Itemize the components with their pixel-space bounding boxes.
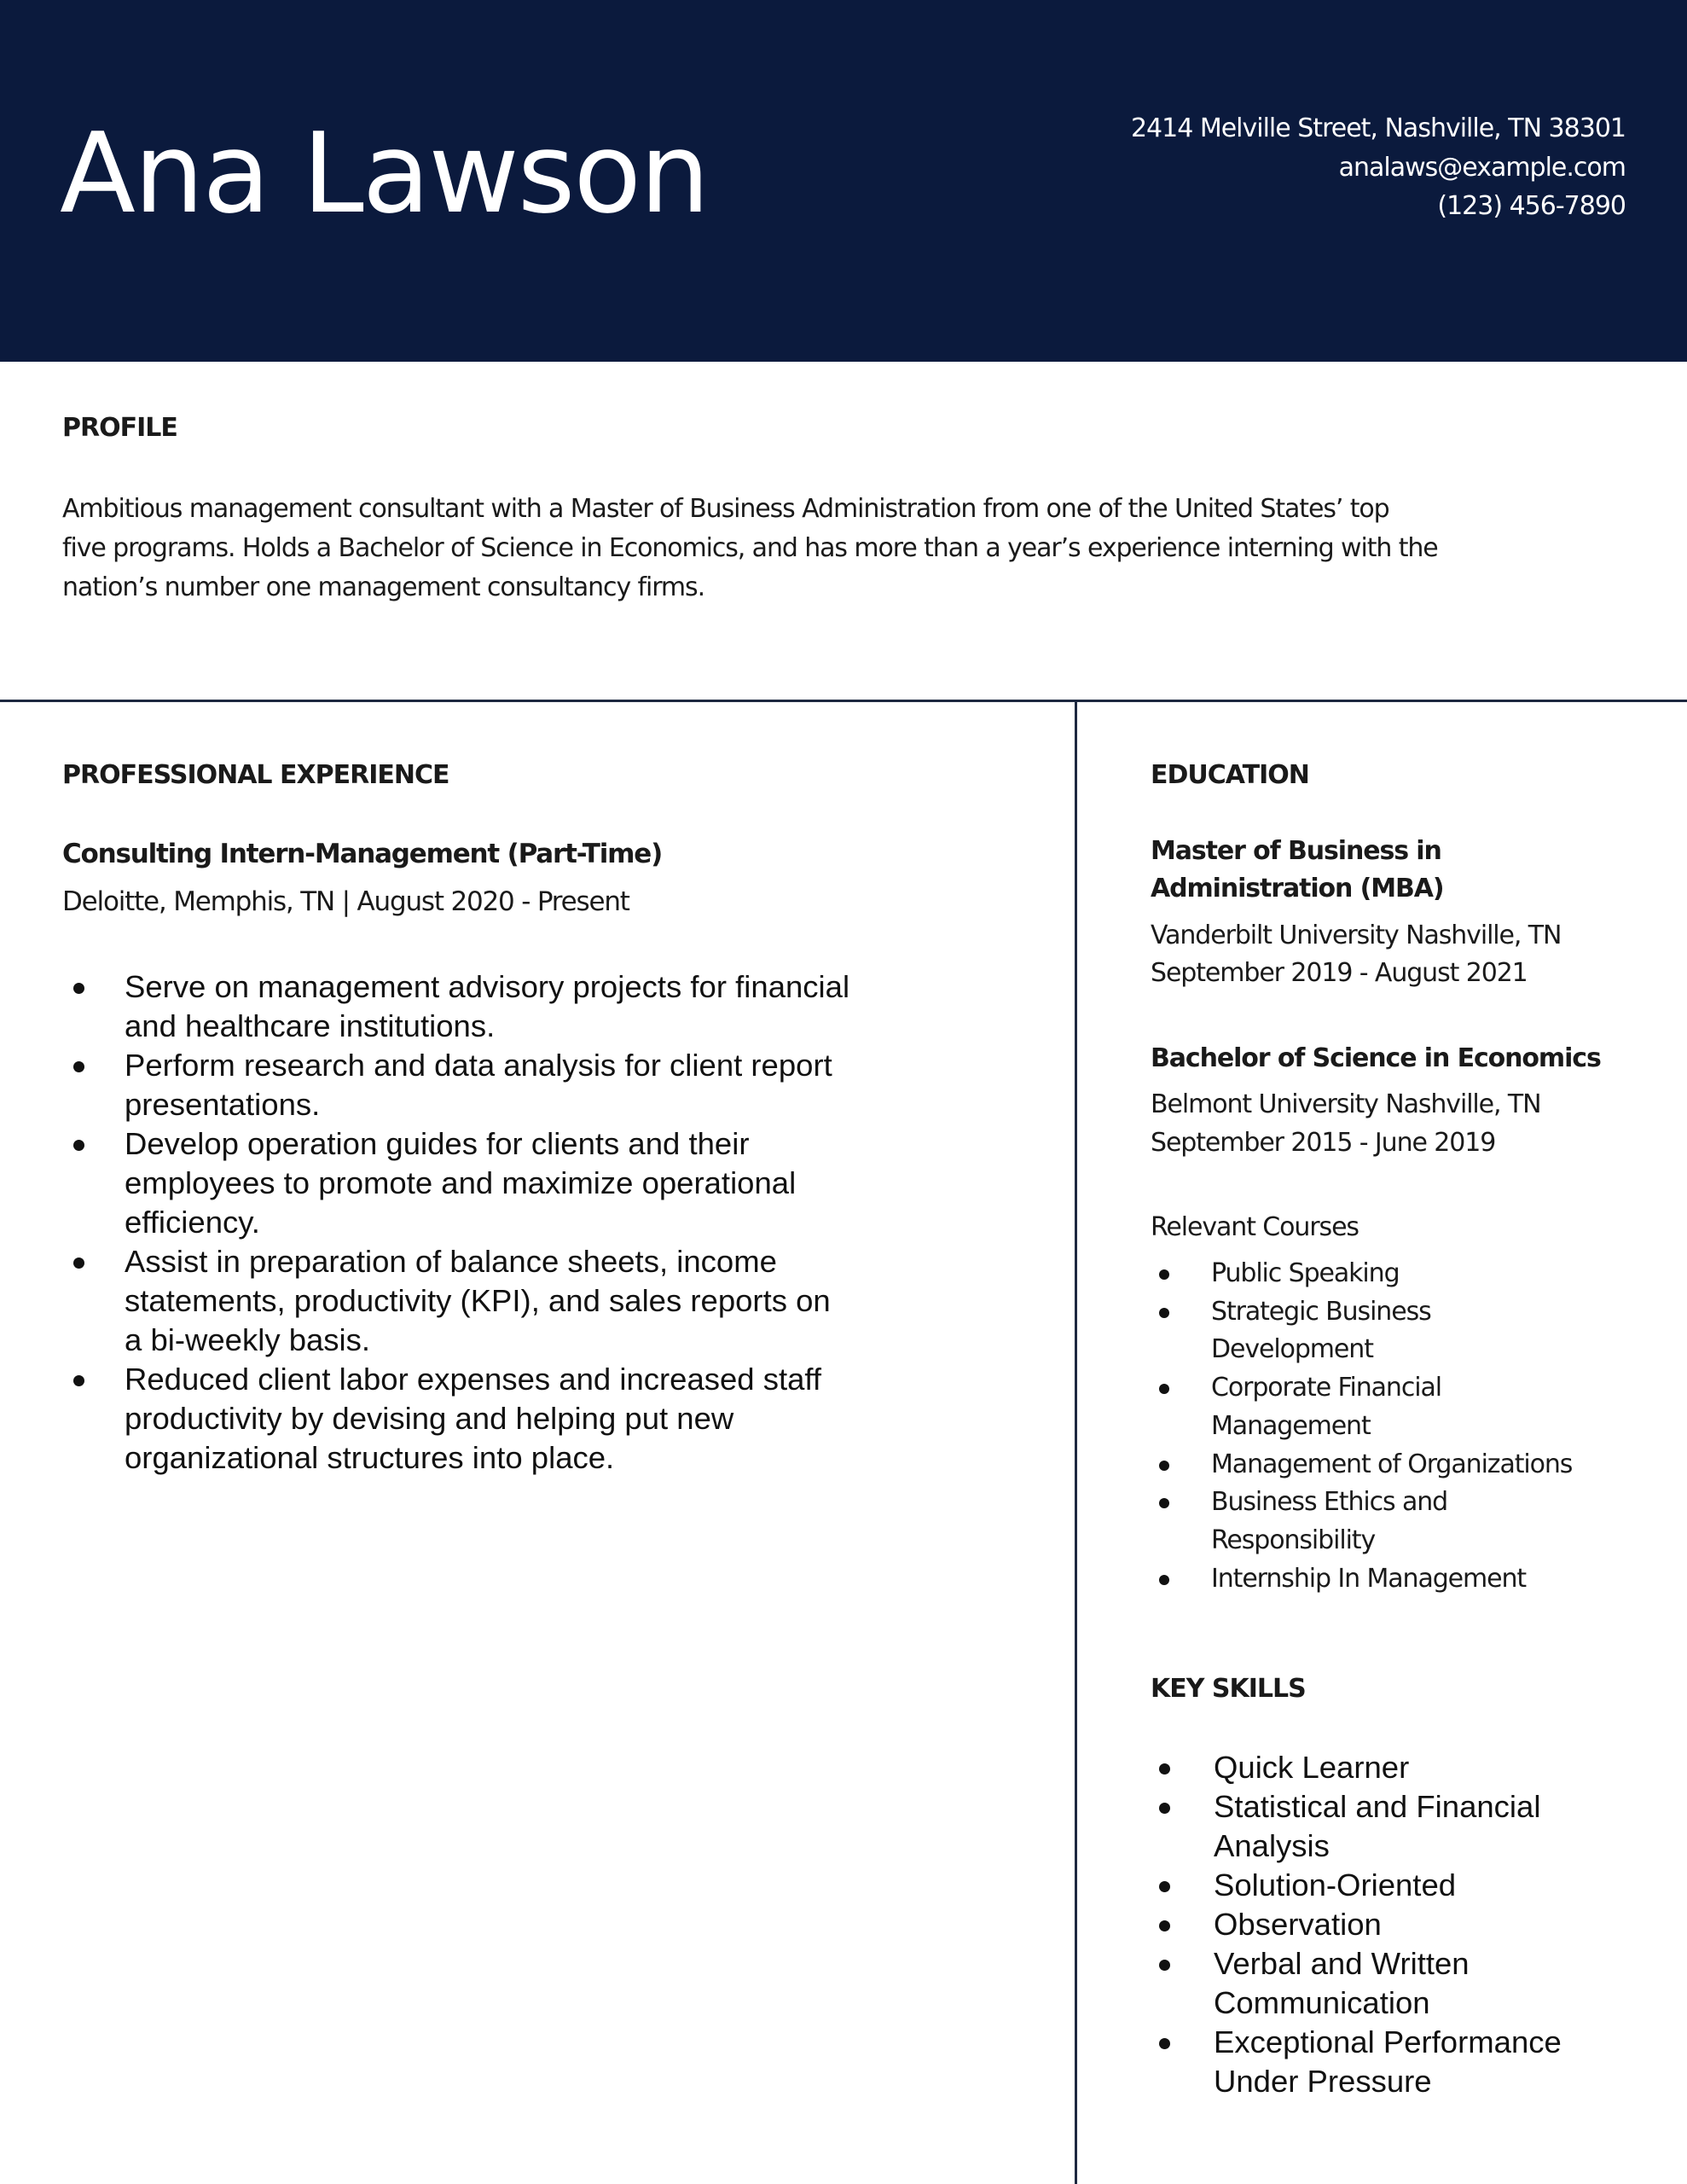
degree-title: Administration (MBA): [1151, 874, 1444, 903]
bullet-icon: [1159, 1960, 1170, 1971]
degree-title: Bachelor of Science in Economics: [1151, 1043, 1601, 1073]
bullet-icon: [73, 1258, 84, 1269]
skills-list: [1151, 1748, 1562, 2101]
bullet-text: Perform research and data analysis for client report: [125, 1048, 832, 1083]
candidate-name: Ana Lawson: [60, 108, 709, 238]
bullet-icon: [1159, 1803, 1170, 1814]
skill-text: Exceptional Performance: [1214, 2024, 1562, 2059]
course-text: Management of Organizations: [1211, 1449, 1573, 1479]
bullet-text: Reduced client labor expenses and increased staff: [125, 1362, 822, 1397]
skill-text: Solution-Oriented: [1214, 1867, 1457, 1902]
profile-summary: [62, 490, 1615, 607]
course-text: Corporate Financial: [1211, 1373, 1441, 1403]
degree-dates: September 2015 - June 2019: [1151, 1128, 1496, 1158]
bullet-icon: [1159, 1763, 1170, 1774]
course-text: Internship In Management: [1211, 1563, 1527, 1594]
bullet-text: Assist in preparation of balance sheets, income: [125, 1244, 777, 1279]
skill-text: Analysis: [1214, 1828, 1330, 1863]
contact-block: [1131, 109, 1626, 226]
bullet-icon: [1159, 1269, 1169, 1280]
bullet-text: employees to promote and maximize operational: [125, 1165, 797, 1200]
courses-list: [1151, 1255, 1572, 1598]
list-item: [62, 1360, 915, 1478]
skill-text: Verbal and Written: [1214, 1946, 1470, 1981]
list-item: [62, 967, 915, 1046]
bullet-text: and healthcare institutions.: [125, 1008, 496, 1043]
list-item: [62, 1242, 915, 1360]
list-item: [1151, 1866, 1562, 1905]
bullet-text: Develop operation guides for clients and their: [125, 1126, 750, 1161]
job-meta: Deloitte, Memphis, TN | August 2020 - Present: [62, 886, 629, 917]
list-item: [1151, 1560, 1572, 1599]
list-item: [1151, 1446, 1572, 1484]
list-item: [1151, 1944, 1562, 2023]
bullet-text: productivity by devising and helping put new: [125, 1401, 734, 1436]
bullet-icon: [1159, 2038, 1170, 2049]
skills-heading: KEY SKILLS: [1151, 1674, 1306, 1704]
course-text: Strategic Business: [1211, 1296, 1431, 1327]
list-item: [1151, 1255, 1572, 1293]
degree-dates: September 2019 - August 2021: [1151, 958, 1528, 988]
profile-line: five programs. Holds a Bachelor of Science in Economics, and has more than a year’s experience interning with the: [62, 533, 1438, 563]
list-item: [1151, 1905, 1562, 1944]
bullet-text: presentations.: [125, 1087, 321, 1122]
experience-bullet-list: [62, 967, 915, 1478]
bullet-icon: [1159, 1920, 1170, 1931]
bullet-text: Serve on management advisory projects for financial: [125, 969, 850, 1004]
bullet-icon: [73, 1061, 84, 1072]
skill-text: Quick Learner: [1214, 1750, 1410, 1785]
vertical-divider: [1075, 702, 1077, 2184]
bullet-text: organizational structures into place.: [125, 1440, 615, 1475]
degree-school: Belmont University Nashville, TN: [1151, 1089, 1541, 1119]
degree-title: Master of Business in: [1151, 836, 1441, 866]
bullet-icon: [1159, 1881, 1170, 1892]
courses-label: Relevant Courses: [1151, 1212, 1359, 1242]
bullet-icon: [1159, 1384, 1169, 1394]
experience-heading: PROFESSIONAL EXPERIENCE: [62, 760, 449, 790]
list-item: [62, 1124, 915, 1242]
list-item: [1151, 1369, 1572, 1445]
job-title: Consulting Intern-Management (Part-Time): [62, 839, 663, 869]
contact-email[interactable]: analaws@example.com: [1338, 152, 1626, 183]
course-text: Development: [1211, 1334, 1373, 1365]
skill-text: Observation: [1214, 1907, 1382, 1942]
degree-school: Vanderbilt University Nashville, TN: [1151, 921, 1562, 950]
profile-line: nation’s number one management consultancy firms.: [62, 572, 705, 602]
profile-line: Ambitious management consultant with a Master of Business Administration from one of the United States’ top: [62, 494, 1389, 524]
bullet-icon: [1159, 1498, 1169, 1508]
course-text: Business Ethics and: [1211, 1487, 1448, 1518]
course-text: Management: [1211, 1410, 1371, 1441]
bullet-icon: [73, 1375, 84, 1386]
header-banner: [0, 0, 1687, 362]
list-item: [1151, 2023, 1562, 2101]
list-item: [1151, 1293, 1572, 1369]
bullet-icon: [73, 1140, 84, 1151]
list-item: [1151, 1787, 1562, 1866]
skill-text: Communication: [1214, 1985, 1430, 2020]
bullet-icon: [1159, 1461, 1169, 1471]
contact-phone[interactable]: (123) 456-7890: [1437, 191, 1626, 221]
bullet-text: a bi-weekly basis.: [125, 1322, 371, 1357]
horizontal-divider: [0, 700, 1687, 702]
contact-address: 2414 Melville Street, Nashville, TN 38301: [1130, 113, 1626, 143]
bullet-icon: [73, 983, 84, 994]
skill-text: Under Pressure: [1214, 2064, 1432, 2099]
bullet-text: statements, productivity (KPI), and sales reports on: [125, 1283, 831, 1318]
bullet-text: efficiency.: [125, 1205, 260, 1240]
bullet-icon: [1159, 1308, 1169, 1318]
profile-heading: PROFILE: [62, 413, 177, 443]
bullet-icon: [1159, 1575, 1169, 1585]
list-item: [1151, 1748, 1562, 1787]
list-item: [62, 1046, 915, 1124]
course-text: Public Speaking: [1211, 1258, 1400, 1288]
list-item: [1151, 1484, 1572, 1560]
course-text: Responsibility: [1211, 1525, 1376, 1555]
skill-text: Statistical and Financial: [1214, 1789, 1541, 1824]
education-heading: EDUCATION: [1151, 760, 1309, 790]
